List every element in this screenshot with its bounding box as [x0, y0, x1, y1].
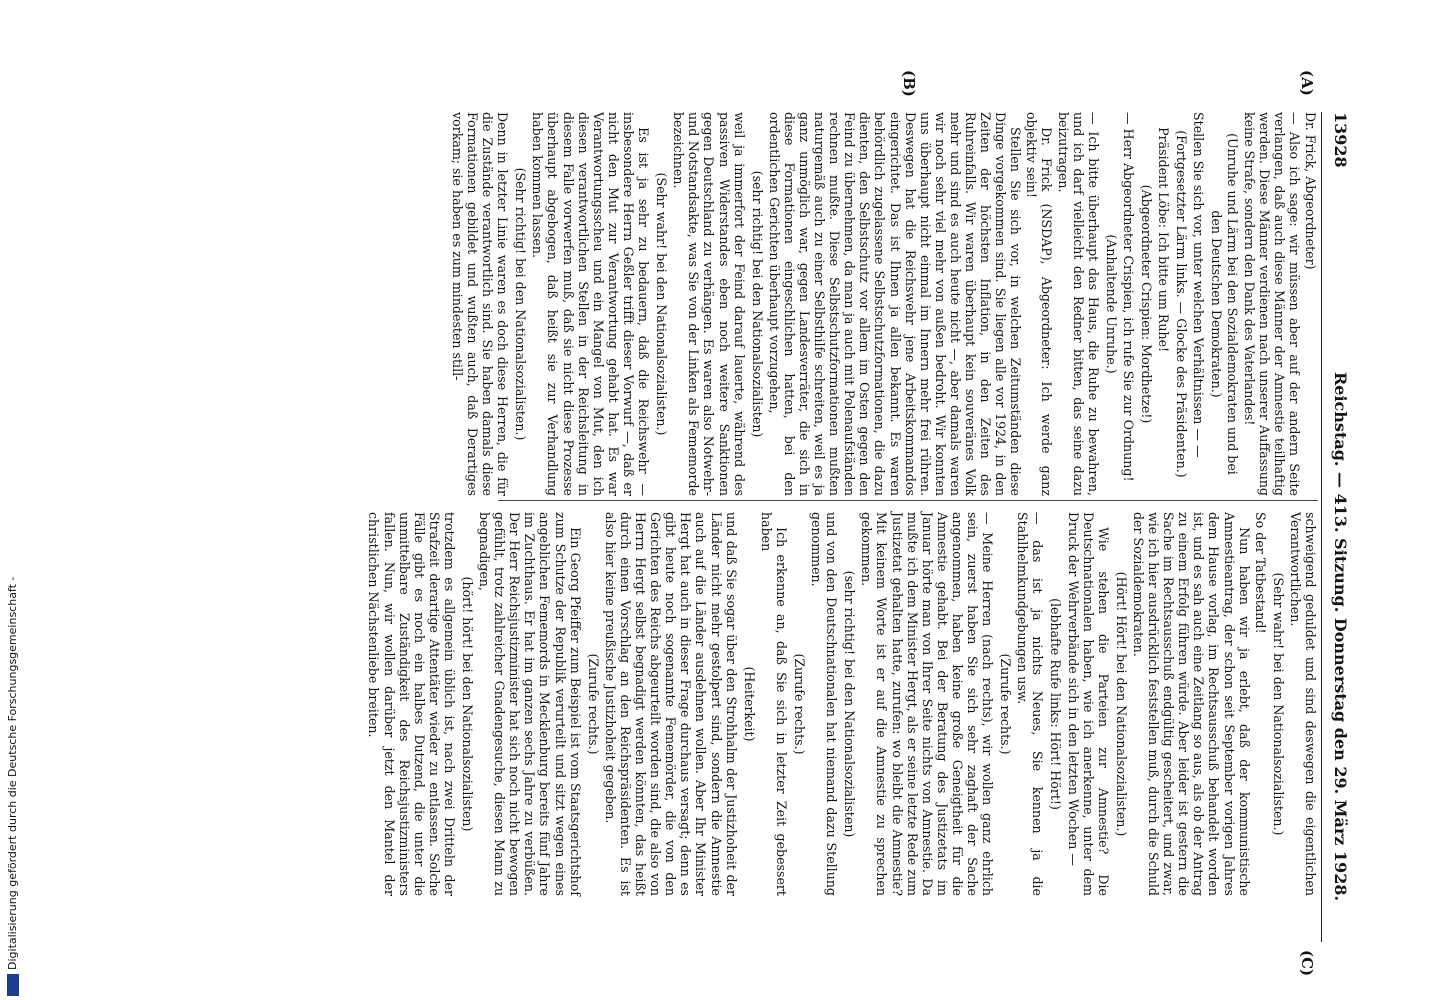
interjection: (Heiterkeit) [741, 666, 757, 742]
paragraph: — Ich bitte überhaupt das Haus, die Ruhe zu bewahren, und ich darf vielleicht den Redner bitten, das seine dazu beizutragen. [1055, 112, 1101, 496]
paragraph: So der Tatbestand! [1252, 512, 1268, 634]
paragraph: weil ja immerfort der Feind darauf lauerte, während des passiven Widerstandes eben noch weitere Sanktionen gegen Deutschland zu verhängen. Es waren also Notwehr- und Notstandsakte, was Sie von der Linken als Fememorde bezeichnen. [671, 112, 747, 496]
interjection: (Abgeordneter Crispien: Mordhetze!) [1139, 184, 1155, 424]
interjection: (Zurufe rechts.) [792, 653, 807, 755]
footer-text: Digitalisierung gefördert durch die Deutsche Forschungsgemeinschaft - [6, 576, 19, 970]
paragraph: Ein Georg Pfeiffer zum Beispiel ist vom Staatsgerichtshof zum Schutze der Republik verurteilt und sitzt wegen eines angeblichen Fememords in Mecklenburg bereits fünf Jahre im Zuchthaus. Er hat im ganzen sechs Jahre zu verbüßen. Der Herr Reichsjustizminister hat sich noch nicht bewogen gefühlt, trotz zahlreicher Gnadengesuche, diesen Mann zu begnadigen, [477, 512, 583, 896]
paragraph: schweigend geduldet und sind deswegen die eigentlichen Verantwortlichen. [1287, 512, 1318, 896]
paragraph: Ich erkenne an, daß Sie sich in letzter Zeit gebessert haben [758, 512, 789, 896]
right-text-column [366, 512, 1318, 896]
running-title: Reichstag. — 413. Sitzung. Donnerstag den 29. März 1928. [1331, 372, 1350, 902]
interjection: (Unruhe und Lärm bei den Sozialdemokraten und bei den Deutschen Demokraten.) [1209, 133, 1240, 475]
interjection: (sehr richtig! bei den Nationalsozialisten) [842, 570, 858, 838]
paragraph: Dr. Frick, Abgeordneter) [1303, 112, 1318, 270]
page-number: 13928 [1331, 112, 1350, 168]
margin-marker-c: (C) [1298, 950, 1316, 977]
interjection: (sehr richtig! bei den Nationalsozialisten) [749, 170, 765, 438]
margin-marker-a: (A) [1298, 70, 1316, 96]
interjection: (Sehr richtig! bei den Nationalsozialisten.) [513, 167, 529, 441]
paragraph: Es ist ja sehr zu bedauern, daß die Reichswehr — insbesondere Herrn Geßler trifft dieser Vorwurf —, daß er nicht den Mut zur Verantwortung gehabt hat. Es war Verantwortungsscheu und ein Mangel von Mut, den ich diesen verantwortlichen Stellen in der Reichsleitung in diesem Falle vorwerfen muß, daß sie nicht diese Prozesse überhaupt abgebogen, daß heißt sie zur Verhandlung haben kommen lassen. [530, 112, 652, 496]
paragraph: Präsident Löbe: Ich bitte um Ruhe! [1156, 127, 1172, 353]
paragraph: und daß Sie sogar über den Strohhalm der Justizhoheit der Länder nicht mehr gestolpert sind, sondern die Amnestie auch auf die Länder ausdehnen wollen. Aber Ihr Minister Hergt hat auch in dieser Frage durchaus versagt; denn es gibt heute noch sogenannte Fememörder, die von den Gerichten des Reichs abgeurteilt worden sind, die also von Herrn Hergt selbst begnadigt werden könnten, das heißt durch einen Vorschlag an den Reichspräsidenten. Es ist also hier keine preußische Justizhoheit gegeben. [602, 512, 739, 896]
interjection: (Zurufe rechts.) [998, 653, 1014, 755]
interjection: (Fortgesetzter Lärm links. — Glocke des Präsidenten.) [1174, 130, 1190, 478]
paragraph: und von den Deutschnationalen hat niemand dazu Stellung genommen. [809, 512, 840, 896]
footer-credit [6, 16, 26, 996]
page-header [1324, 112, 1350, 942]
interjection: (Sehr wahr! bei den Nationalsozialisten.) [1270, 572, 1286, 836]
paragraph: — das ist ja nichts Neues, Sie kennen ja die Stahlhelmkundgebungen usw. [1015, 512, 1046, 896]
paragraph: — Meine Herren (nach rechts), wir wollen ganz ehrlich sein, zuerst haben Sie sich sehr zaghaft der Sache angenommen, haben keine große Geneigtheit für die Amnestie gehabt. Bei der Beratung des Justizetats im Januar hörte man von Ihrer Seite nichts von Amnestie. Da mußte ich dem Minister Hergt, als er seine letzte Rede zum Justizetat gehalten hatte, zurufen: wo bleibt die Amnestie? Mit keinem Worte ist er auf die Amnestie zu sprechen gekommen. [859, 512, 996, 896]
dfg-logo-icon [7, 974, 19, 996]
paragraph: Nun haben wir ja erlebt, daß der kommunistische Amnestieantrag, der schon seit September vorigen Jahres dem Hause vorlag, im Rechtsausschuß behandelt worden ist, und es sah auch eine Zeitlang so aus, als ob der Antrag zu einem Erfolg führen würde. Aber leider ist gestern die Sache im Rechtsausschuß endgültig gescheitert, und zwar, wie ich hier ausdrücklich feststellen muß, durch die Schuld der Sozialdemokraten. [1130, 512, 1252, 896]
paragraph: Stellen Sie sich vor, in welchen Zeitumständen diese Dinge vorgekommen sind. Sie liegen alle vor 1924, in den Zeiten der höchsten Inflation, in den Zeiten des Ruhreinfalls. Wir waren überhaupt kein souveränes Volk mehr und sind es auch heute nicht —, aber damals waren wir noch sehr viel mehr von außen bedroht. Wir konnten uns überhaupt nicht einmal im Innern mehr frei rühren. Deswegen hat die Reichswehr jene Arbeitskommandos eingerichtet. Das ist Ihnen ja allen bekannt. Es waren behördlich zugelassene Selbstschutzformationen, die dazu dienten, den Selbstschutz vor allem im Osten gegen den Feind zu übernehmen, da man ja auch mit Polenaufständen rechnen mußte. Diese Selbstschutzformationen mußten naturgemäß auch zu einer Selbsthilfe schreiten, weil es ja ganz unmöglich war, gegen Landesverräter, die sich in diese Formationen eingeschlichen hatten, bei den ordentlichen Gerichten überhaupt vorzugehen, [766, 112, 1024, 496]
paragraph: — Also ich sage: wir müssen aber auf der andern Seite verlangen, daß auch diese Männer der Amnestie teilhaftig werden. Diese Männer verdienen nach unserer Auffassung keine Strafe, sondern den Dank des Vaterlandes! [1241, 112, 1302, 496]
left-text-column [449, 112, 1318, 496]
interjection: (Sehr wahr! bei den Nationalsozialisten.) [654, 172, 670, 436]
paragraph: — Herr Abgeordneter Crispien, ich rufe Sie zur Ordnung! [1120, 112, 1136, 482]
margin-marker-b: (B) [900, 70, 918, 97]
interjection: (lebhafte Rufe links: Hört! Hört!) [1048, 598, 1064, 810]
interjection: (Hört! Hört! bei den Nationalsozialisten.) [1113, 571, 1129, 837]
paragraph: Stellen Sie sich vor, unter welchen Verhältnissen — — [1191, 112, 1207, 458]
column-separator [498, 500, 1318, 501]
paragraph: trotzdem es allgemein üblich ist, nach zwei Dritteln der Strafzeit derartige Attentäter wieder zu entlassen. Solche Fälle gibt es noch ein halbes Dutzend, die unter die unmittelbare Zuständigkeit des Reichsjustizministers fallen. Nun, wir wollen darüber jetzt den Mantel der christlichen Nächstenliebe breiten. [366, 512, 457, 896]
interjection: (Anhaltende Unruhe.) [1103, 234, 1119, 374]
interjection: (hört! hört! bei den Nationalsozialisten) [460, 576, 476, 832]
interjection: (Zurufe rechts.) [585, 653, 601, 755]
paragraph: Wie stehen die Parteien zur Amnestie? Die Deutschnationalen haben, wie ich anerkenne, unter dem Druck der Wehrverbände sich in den letzten Wochen — [1065, 512, 1111, 896]
header-rule [1321, 112, 1322, 942]
paragraph: Dr. Frick (NSDAP), Abgeordneter: Ich werde ganz objektiv sein! [1024, 112, 1055, 496]
paragraph: Denn in letzter Linie waren es doch diese Herren, die für die Zustände verantwortlich sind. Sie haben damals diese Formationen gebildet und wußten auch, daß Derartiges vorkam; sie haben es zum mindesten still- [449, 112, 511, 496]
